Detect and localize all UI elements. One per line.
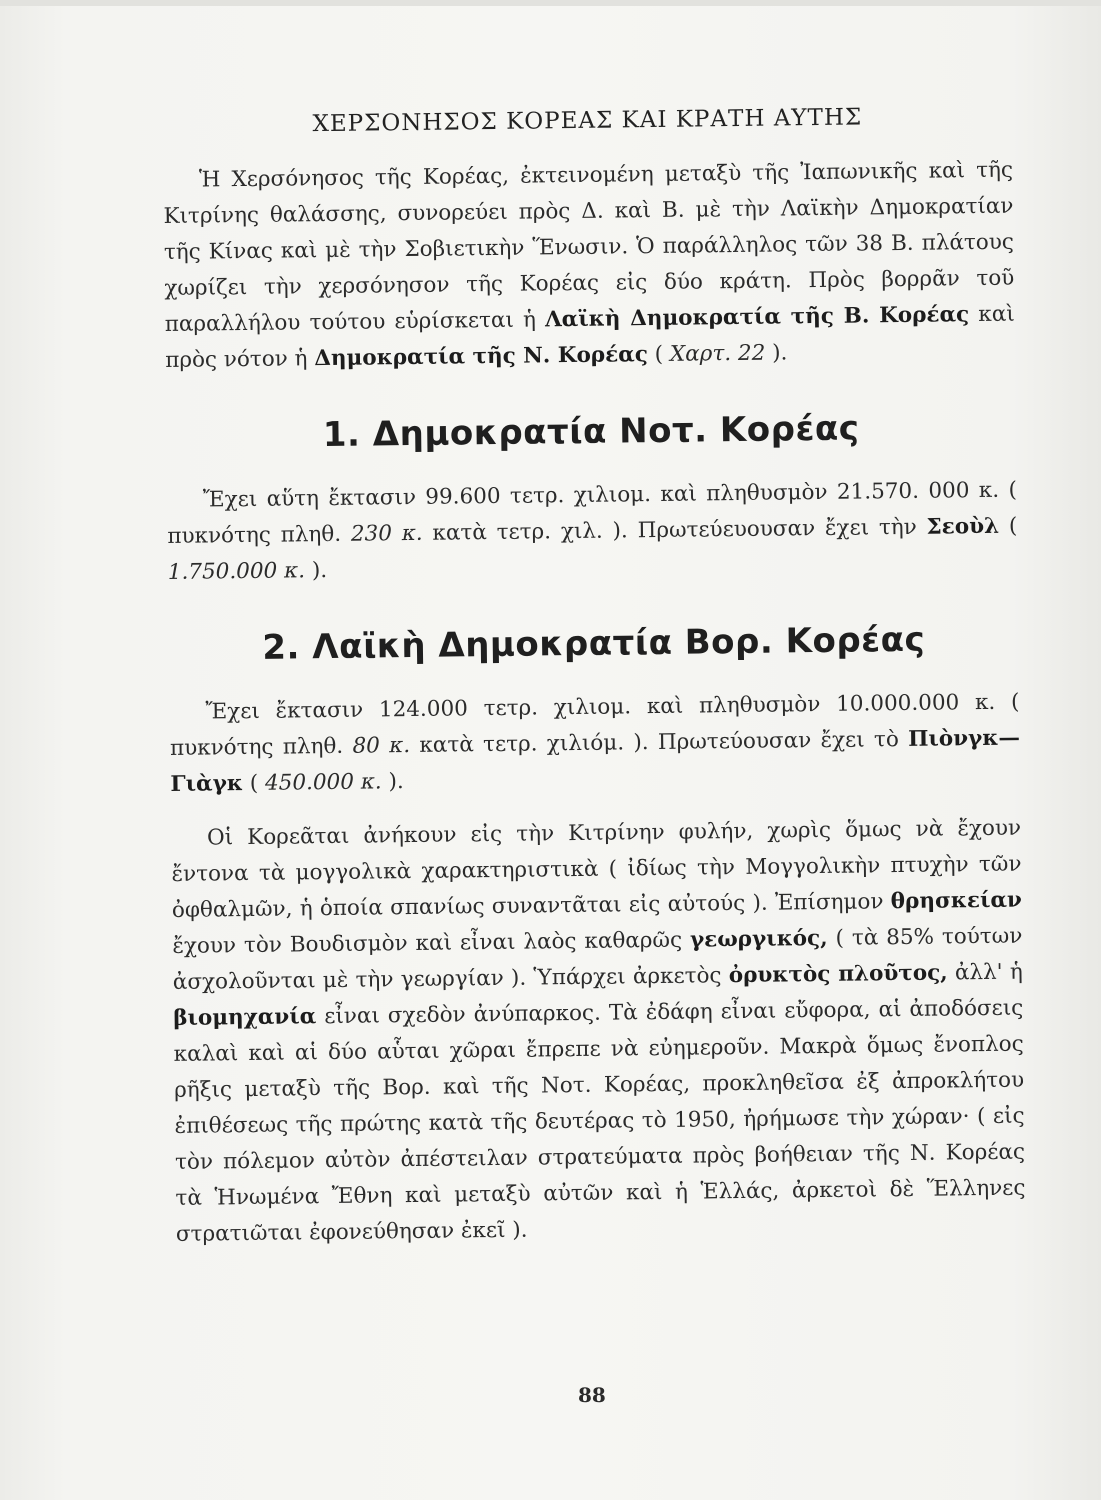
section1-paragraph: Ἔχει αὕτη ἔκτασιν 99.600 τετρ. χιλιομ. καὶ πληθυσμὸν 21.570. 000 κ. ( πυκνότης πληθ. 230 κ. κατὰ τετρ. χιλ. ). Πρωτεύευουσαν ἔχει τὴν Σεοὺλ ( 1.750.000 κ. ). xyxy=(167,477,1018,585)
page-edge xyxy=(0,0,1101,6)
section-heading-north-korea: 2. Λαϊκὴ Δημοκρατία Βορ. Κορέας xyxy=(262,619,926,668)
section2-paragraph-2: Οἱ Κορεᾶται ἀνήκουν εἰς τὴν Κιτρίνην φυλήν, χωρὶς ὅμως νὰ ἔχουν ἔντονα τὰ μογγολικὰ χαρακτηριστικὰ ( ἰδίως τὴν Μογγολικὴν πτυχὴν τῶν ὀφθαλμῶν, ἡ ὁποία σπανίως συναντᾶται εἰς αὐτούς ). Ἐπίσημον θρησκείαν ἔχουν τὸν Βουδισμὸν καὶ εἶναι λαὸς καθαρῶς γεωργικός, ( τὰ 85% τούτων ἀσχολοῦνται μὲ τὴν γεωργίαν ). Ὑπάρχει ἀρκετὸς ὀρυκτὸς πλοῦτος, ἀλλ' ἡ βιομηχανία εἶναι σχεδὸν ἀνύπαρκος. Τὰ ἐδάφη εἶναι εὔφορα, αἱ ἀποδόσεις καλαὶ καὶ αἱ δύο αὗται χῶραι ἔπρεπε νὰ εὐημεροῦν. Μακρὰ ὅμως ἔνοπλος ρῆξις μεταξὺ τῆς Βορ. καὶ τῆς Νοτ. Κορέας, προκληθεῖσα ἐξ ἀπροκλήτου ἐπιθέσεως τῆς πρώτης κατὰ τῆς δευτέρας τὸ 1950, ἠρήμωσε τὴν χώραν· ( εἰς τὸν πόλεμον αὐτὸν ἀπέστειλαν στρατεύματα πρὸς βοήθειαν τῆς Ν. Κορέας τὰ Ἡνωμένα Ἔθνη καὶ μεταξὺ αὐτῶν καὶ ἡ Ἑλλάς, ἀρκετοὶ δὲ Ἕλληνες στρατιῶται ἐφονεύθησαν ἐκεῖ ). xyxy=(171,815,1026,1247)
map-reference: Χαρτ. 22 xyxy=(669,340,766,367)
section-heading-south-korea: 1. Δημοκρατία Νοτ. Κορέας xyxy=(322,408,860,456)
bold-term: Δημοκρατία τῆς Ν. Κορέας xyxy=(314,342,649,372)
capital-name: Πιὸνγκ—Γιὰγκ xyxy=(170,725,1021,797)
chapter-title: ΧΕΡΣΟΝΗΣΟΣ ΚΟΡΕΑΣ ΚΑΙ ΚΡΑΤΗ ΑΥΤΗΣ xyxy=(312,104,863,138)
bold-term: Λαϊκὴ Δημοκρατία τῆς Β. Κορέας xyxy=(544,302,970,333)
bold-term: βιομηχανία xyxy=(173,1004,317,1031)
capital-name: Σεοὺλ xyxy=(926,513,1000,540)
page-number: 88 xyxy=(578,1383,606,1407)
bold-term: ὀρυκτὸς πλοῦτος, xyxy=(728,960,948,989)
bold-term: γεωργικός, xyxy=(689,925,828,953)
bold-term: θρησκείαν xyxy=(890,887,1023,915)
intro-paragraph: Ἡ Χερσόνησος τῆς Κορέας, ἐκτεινομένη μεταξὺ τῆς Ἰαπωνικῆς καὶ τῆς Κιτρίνης θαλάσσης, συνορεύει πρὸς Δ. καὶ Β. μὲ τὴν Λαϊκὴν Δημοκρατίαν τῆς Κίνας καὶ μὲ τὴν Σοβιετικὴν Ἕνωσιν. Ὁ παράλληλος τῶν 38 Β. πλάτους χωρίζει τὴν χερσόνησον τῆς Κορέας εἰς δύο κράτη. Πρὸς βορρᾶν τοῦ παραλλήλου τούτου εὑρίσκεται ἡ Λαϊκὴ Δημοκρατία τῆς Β. Κορέας καὶ πρὸς νότον ἡ Δημοκρατία τῆς Ν. Κορέας ( Χαρτ. 22 ). xyxy=(163,157,1015,373)
page-content xyxy=(162,85,1026,1253)
section2-paragraph-1: Ἔχει ἔκτασιν 124.000 τετρ. χιλιομ. καὶ πληθυσμὸν 10.000.000 κ. ( πυκνότης πληθ. 80 κ. κατὰ τετρ. χιλιόμ. ). Πρωτεύουσαν ἔχει τὸ Πιὸνγκ—Γιὰγκ ( 450.000 κ. ). xyxy=(169,689,1021,797)
